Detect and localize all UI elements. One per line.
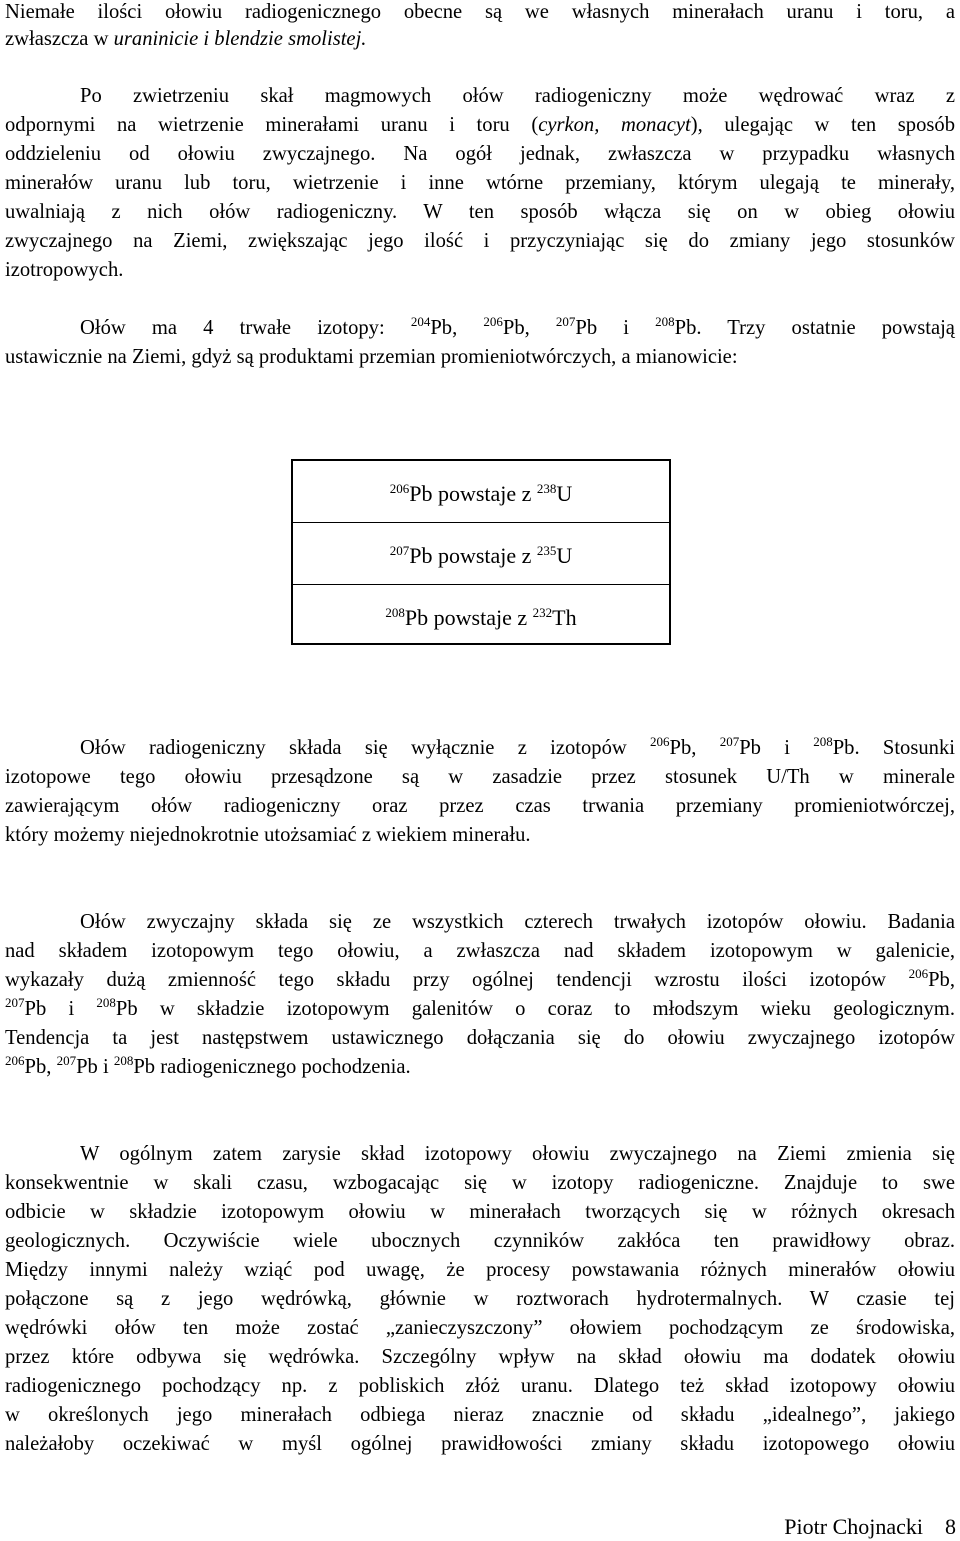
- text-span: Pb powstaje z: [409, 480, 537, 506]
- paragraph-start-line: [5, 910, 955, 934]
- decay-text: [390, 543, 573, 569]
- text-span: w określonych jego minerałach odbiega nieraz znacznie od składu „idealnego”, jakiego: [5, 1404, 955, 1426]
- isotope-mass-superscript: 238: [536, 480, 557, 496]
- decay-row: [293, 461, 669, 523]
- text-span: Pb powstaje z: [409, 542, 537, 568]
- text-span: Pb. Stosunki: [832, 737, 955, 759]
- text-line: [5, 968, 955, 992]
- text-span: zwłaszcza w: [5, 28, 114, 50]
- text-span: połączone są z jego wędrówką, głównie w roztworach hydrotermalnych. W czasie tej: [5, 1288, 955, 1310]
- text-span: W ogólnym zatem zarysie skład izotopowy ołowiu zwyczajnego na Ziemi zmienia się: [80, 1143, 955, 1165]
- text-span: który możemy niejednokrotnie utożsamiać z wiekiem minerału.: [5, 824, 531, 846]
- text-span: Po zwietrzeniu skał magmowych ołów radiogeniczny może wędrować wraz z: [80, 85, 955, 107]
- text-span: oddzieleniu od ołowiu zwyczajnego. Na ogół jednak, zwłaszcza w przypadku własnych: [5, 143, 955, 165]
- text-span: przez które odbywa się wędrówka. Szczególny wpływ na skład ołowiu ma dodatek ołowiu: [5, 1346, 955, 1368]
- text-line: [5, 113, 955, 137]
- text-span: wykazały dużą zmienność tego składu przy ogólnej tendencji wzrostu ilości izotopów: [5, 969, 909, 991]
- isotope-mass-superscript: 207: [719, 734, 740, 749]
- decay-table: [291, 459, 671, 645]
- text-line: [5, 171, 955, 195]
- text-line: [5, 765, 955, 789]
- decay-row: [293, 523, 669, 585]
- text-span: nad składem izotopowym tego ołowiu, a zwłaszcza nad składem izotopowym w galenicie,: [5, 940, 955, 962]
- text-span: zawierającym ołów radiogeniczny oraz przez czas trwania przemiany promieniotwórczej,: [5, 795, 955, 817]
- isotope-mass-superscript: 232: [532, 605, 553, 620]
- text-line: [5, 345, 955, 369]
- text-span: izotopowe tego ołowiu przesądzone są w zasadzie przez stosunek U/Th w minerale: [5, 766, 955, 788]
- text-span: Pb,: [669, 737, 720, 759]
- paragraph-start-line: [5, 84, 955, 108]
- text-line: [5, 1229, 955, 1253]
- text-span: Pb i: [739, 737, 814, 759]
- text-span: geologicznych. Oczywiście wiele ubocznych czynników zakłóca ten prawidłowy obraz.: [5, 1230, 955, 1252]
- isotope-mass-superscript: 208: [385, 605, 405, 620]
- text-span: Tendencja ta jest następstwem ustawicznego dołączania się do ołowiu zwyczajnego izotopów: [5, 1027, 955, 1049]
- text-span: Pb i: [24, 998, 97, 1020]
- isotope-mass-superscript: 208: [813, 734, 833, 749]
- text-line: [5, 142, 955, 166]
- text-span: Ołów zwyczajny składa się ze wszystkich czterech trwałych izotopów ołowiu. Badania: [80, 911, 955, 933]
- decay-row: [293, 585, 669, 647]
- paragraph-start-line: [5, 736, 955, 760]
- isotope-mass-superscript: 206: [5, 1053, 25, 1068]
- isotope-mass-superscript: 206: [483, 314, 503, 329]
- text-line: [5, 200, 955, 224]
- text-span: minerałów uranu lub toru, wietrzenie i inne wtórne przemiany, którym ulegają te minerały,: [5, 172, 955, 194]
- isotope-mass-superscript: 207: [56, 1053, 77, 1068]
- text-span: Pb radiogenicznego pochodzenia.: [133, 1056, 411, 1078]
- text-span: odbicie w składzie izotopowym ołowiu w minerałach tworzących się w różnych okresach: [5, 1201, 955, 1223]
- text-span: Ołów radiogeniczny składa się wyłącznie z izotopów: [80, 737, 651, 759]
- text-span: Pb,: [24, 1056, 57, 1078]
- text-span: Pb powstaje z: [404, 605, 533, 630]
- text-span: wędrówki ołów ten może zostać „zanieczyszczony” ołowiem pochodzącym ze środowiska,: [5, 1317, 955, 1339]
- isotope-mass-superscript: 208: [655, 314, 675, 329]
- text-span: uwalniają z nich ołów radiogeniczny. W ten sposób włącza się on w obieg ołowiu: [5, 201, 955, 223]
- decay-text: [390, 481, 573, 507]
- text-line: [5, 1432, 955, 1456]
- text-line: [5, 1055, 955, 1079]
- text-span: Niemałe ilości ołowiu radiogenicznego obecne są we własnych minerałach uranu i toru, a: [5, 1, 955, 23]
- text-span: izotropowych.: [5, 259, 124, 281]
- text-span: Pb,: [928, 969, 955, 991]
- text-span: Pb,: [430, 317, 484, 339]
- text-line: [5, 823, 955, 847]
- isotope-mass-superscript: 206: [389, 480, 410, 496]
- paragraph-start-line: [5, 1142, 955, 1166]
- text-span: Pb. Trzy ostatnie powstają: [674, 317, 955, 339]
- isotope-mass-superscript: 206: [650, 734, 670, 749]
- isotope-mass-superscript: 208: [113, 1053, 134, 1068]
- text-line: [5, 258, 955, 282]
- text-span: ), ulegając w ten sposób: [690, 114, 956, 136]
- text-line: [5, 939, 955, 963]
- footer-author: Piotr Chojnacki: [784, 1514, 923, 1539]
- text-line: [5, 1200, 955, 1224]
- text-line: [5, 229, 955, 253]
- text-line: [5, 27, 955, 51]
- italic-mineral-names: uraninicie i blendzie smolistej.: [113, 28, 367, 50]
- isotope-mass-superscript: 207: [389, 542, 410, 558]
- text-line: [5, 1403, 955, 1427]
- text-line: [5, 1345, 955, 1369]
- text-line: [5, 1374, 955, 1398]
- text-span: ustawicznie na Ziemi, gdyż są produktami przemian promieniotwórczych, a mianowicie:: [5, 346, 738, 368]
- decay-text: [385, 605, 576, 631]
- text-span: Pb i: [575, 317, 656, 339]
- isotope-mass-superscript: 206: [908, 966, 929, 981]
- text-span: Pb i: [76, 1056, 114, 1078]
- italic-mineral-names: cyrkon, monacyt: [538, 114, 691, 136]
- text-span: radiogenicznego pochodzący np. z pobliskich złóż uranu. Dlatego też skład izotopowy ołowiu: [5, 1375, 955, 1397]
- isotope-mass-superscript: 235: [536, 542, 557, 558]
- text-line: [5, 1287, 955, 1311]
- text-line: [5, 1258, 955, 1282]
- paragraph-start-line: [5, 316, 955, 340]
- text-line: [5, 1171, 955, 1195]
- text-span: należałoby oczekiwać w myśl ogólnej prawidłowości zmiany składu izotopowego ołowiu: [5, 1433, 955, 1455]
- text-span: Pb,: [502, 317, 556, 339]
- text-span: Pb w składzie izotopowym galenitów o coraz to młodszym wieku geologicznym.: [115, 998, 955, 1020]
- text-span: Ołów ma 4 trwałe izotopy:: [80, 317, 411, 339]
- isotope-mass-superscript: 207: [555, 314, 576, 329]
- parent-element: U: [556, 480, 573, 506]
- text-line: [5, 1026, 955, 1050]
- text-line: [5, 997, 955, 1021]
- text-span: Między innymi należy wziąć pod uwagę, że procesy powstawania różnych minerałów ołowiu: [5, 1259, 955, 1281]
- isotope-mass-superscript: 204: [410, 314, 431, 329]
- text-span: odpornymi na wietrzenie minerałami uranu i toru (: [5, 114, 539, 136]
- text-span: zwyczajnego na Ziemi, zwiększając jego ilość i przyczyniając się do zmiany jego stosunków: [5, 230, 955, 252]
- text-line: [5, 794, 955, 818]
- text-line: [5, 1316, 955, 1340]
- parent-element: U: [556, 542, 573, 568]
- text-span: konsekwentnie w skali czasu, wzbogacając się w izotopy radiogeniczne. Znajduje to swe: [5, 1172, 955, 1194]
- page-number: 8: [945, 1514, 956, 1539]
- isotope-mass-superscript: 208: [96, 995, 116, 1010]
- page-footer: [784, 1514, 956, 1540]
- parent-element: Th: [552, 605, 577, 630]
- text-line: [5, 0, 955, 24]
- isotope-mass-superscript: 207: [5, 995, 25, 1010]
